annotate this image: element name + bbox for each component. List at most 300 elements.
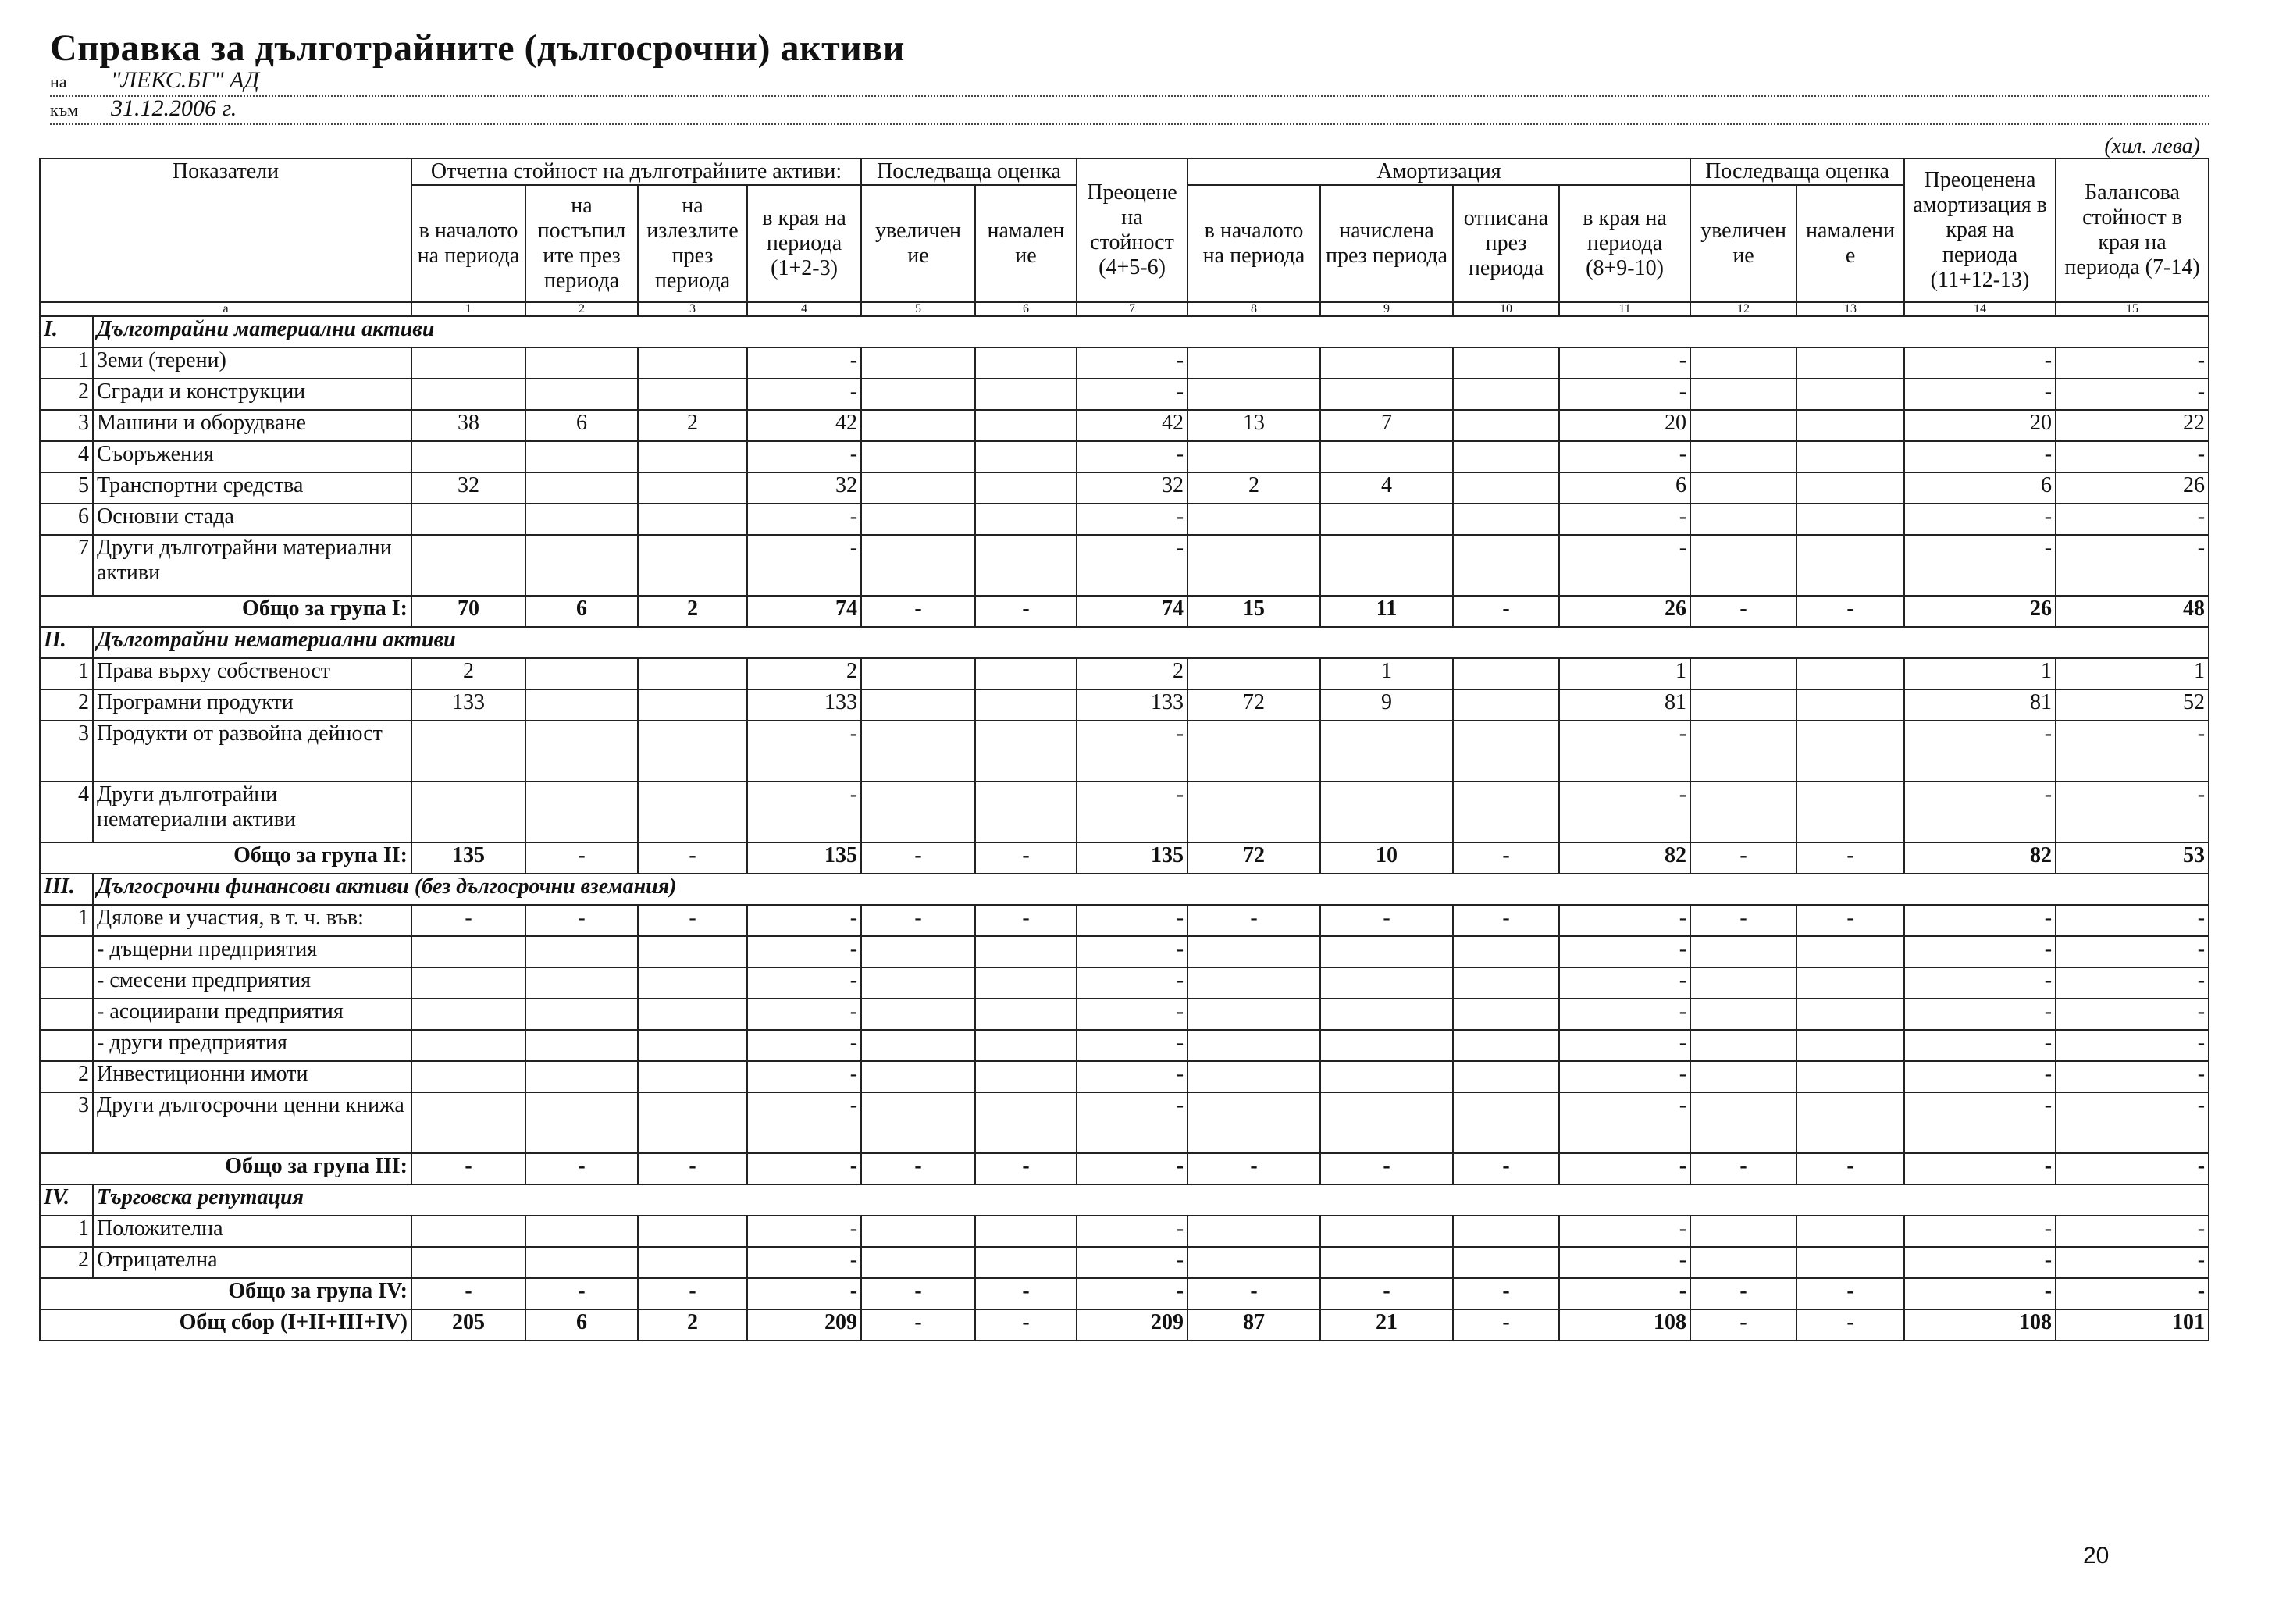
row-col-13 — [1796, 967, 1904, 999]
group-total-col-8: 15 — [1188, 596, 1320, 627]
row-col-4: - — [747, 1216, 861, 1247]
row-col-11: - — [1559, 441, 1690, 472]
table-row — [40, 410, 2209, 441]
row-col-6 — [975, 782, 1077, 842]
grand-total-col-14: 108 — [1904, 1309, 2056, 1341]
row-col-8: 13 — [1188, 410, 1320, 441]
section-number: II. — [40, 627, 93, 658]
row-label: - други предприятия — [93, 1030, 411, 1061]
row-label: Машини и оборудване — [93, 410, 411, 441]
group-total-col-7: - — [1077, 1278, 1188, 1309]
date-label: към — [50, 100, 78, 119]
header-amortization: Амортизация — [1188, 158, 1690, 185]
row-col-11: - — [1559, 504, 1690, 535]
group-total-col-10: - — [1453, 1278, 1559, 1309]
table-row — [40, 1030, 2209, 1061]
row-col-1: 38 — [411, 410, 525, 441]
row-col-7: 2 — [1077, 658, 1188, 689]
grand-total-col-5: - — [861, 1309, 975, 1341]
row-col-5 — [861, 1216, 975, 1247]
group-total-col-4: 74 — [747, 596, 861, 627]
row-col-2 — [525, 689, 638, 721]
row-col-3 — [638, 441, 747, 472]
row-col-13 — [1796, 1030, 1904, 1061]
row-col-10 — [1453, 504, 1559, 535]
column-number: 4 — [747, 302, 861, 316]
row-col-15: - — [2056, 999, 2209, 1030]
row-col-1: 32 — [411, 472, 525, 504]
row-col-1 — [411, 721, 525, 782]
row-label: Други дълготрайни нематериални активи — [93, 782, 411, 842]
row-col-6 — [975, 504, 1077, 535]
row-col-12 — [1690, 1092, 1796, 1153]
row-col-1 — [411, 936, 525, 967]
group-total-col-12: - — [1690, 842, 1796, 874]
row-col-12 — [1690, 967, 1796, 999]
row-col-12 — [1690, 1061, 1796, 1092]
column-number: 12 — [1690, 302, 1796, 316]
grand-total-col-6: - — [975, 1309, 1077, 1341]
row-col-11: - — [1559, 1216, 1690, 1247]
row-col-15: - — [2056, 1030, 2209, 1061]
row-col-12 — [1690, 999, 1796, 1030]
company-name: "ЛЕКС.БГ" АД — [111, 67, 259, 93]
row-col-10 — [1453, 1092, 1559, 1153]
row-col-6 — [975, 1247, 1077, 1278]
row-index — [40, 999, 93, 1030]
table-row — [40, 721, 2209, 782]
page-number: 20 — [2083, 1543, 2110, 1569]
grand-total-col-11: 108 — [1559, 1309, 1690, 1341]
group-total-col-1: - — [411, 1153, 525, 1184]
row-col-6 — [975, 721, 1077, 782]
column-number: 9 — [1320, 302, 1453, 316]
row-col-11: - — [1559, 1247, 1690, 1278]
grand-total-col-7: 209 — [1077, 1309, 1188, 1341]
table-row — [40, 999, 2209, 1030]
row-col-3 — [638, 379, 747, 410]
row-col-13 — [1796, 721, 1904, 782]
group-total-col-11: 26 — [1559, 596, 1690, 627]
row-col-14: 6 — [1904, 472, 2056, 504]
table-row — [40, 782, 2209, 842]
row-col-14: 81 — [1904, 689, 2056, 721]
column-number: 15 — [2056, 302, 2209, 316]
row-col-4: - — [747, 441, 861, 472]
row-col-4: - — [747, 967, 861, 999]
grand-total-col-9: 21 — [1320, 1309, 1453, 1341]
row-col-4: - — [747, 1247, 861, 1278]
row-col-5 — [861, 504, 975, 535]
row-col-1 — [411, 999, 525, 1030]
group-total-col-5: - — [861, 1153, 975, 1184]
row-col-5 — [861, 1247, 975, 1278]
row-col-2 — [525, 999, 638, 1030]
row-col-10 — [1453, 1030, 1559, 1061]
row-col-1 — [411, 347, 525, 379]
group-total-col-13: - — [1796, 1153, 1904, 1184]
row-col-9 — [1320, 1061, 1453, 1092]
grand-total-col-13: - — [1796, 1309, 1904, 1341]
row-col-1 — [411, 535, 525, 596]
row-col-13 — [1796, 379, 1904, 410]
group-total-col-6: - — [975, 842, 1077, 874]
row-col-7: - — [1077, 441, 1188, 472]
row-col-14: - — [1904, 1216, 2056, 1247]
row-col-12 — [1690, 347, 1796, 379]
row-col-8 — [1188, 504, 1320, 535]
row-col-12 — [1690, 535, 1796, 596]
group-total-col-12: - — [1690, 1153, 1796, 1184]
row-col-4: - — [747, 1092, 861, 1153]
row-col-9: 1 — [1320, 658, 1453, 689]
column-number: 13 — [1796, 302, 1904, 316]
row-col-13 — [1796, 535, 1904, 596]
column-number: 11 — [1559, 302, 1690, 316]
row-col-3 — [638, 1092, 747, 1153]
row-col-5 — [861, 936, 975, 967]
row-col-1 — [411, 1247, 525, 1278]
row-col-3: 2 — [638, 410, 747, 441]
table-body — [40, 302, 2209, 1341]
date-line — [50, 97, 2209, 125]
row-label: - асоциирани предприятия — [93, 999, 411, 1030]
column-number: 1 — [411, 302, 525, 316]
row-col-5 — [861, 658, 975, 689]
row-col-13 — [1796, 504, 1904, 535]
row-col-11: - — [1559, 347, 1690, 379]
row-col-7: - — [1077, 1216, 1188, 1247]
row-col-13 — [1796, 1216, 1904, 1247]
row-col-5 — [861, 782, 975, 842]
row-col-7: - — [1077, 999, 1188, 1030]
group-total-col-14: 82 — [1904, 842, 2056, 874]
row-col-3 — [638, 347, 747, 379]
section-number: IV. — [40, 1184, 93, 1216]
row-col-8: 2 — [1188, 472, 1320, 504]
row-col-9: 4 — [1320, 472, 1453, 504]
row-col-12 — [1690, 782, 1796, 842]
group-total-col-1: - — [411, 1278, 525, 1309]
row-col-6 — [975, 999, 1077, 1030]
group-total-row — [40, 842, 2209, 874]
row-col-3 — [638, 689, 747, 721]
row-col-6 — [975, 535, 1077, 596]
group-total-col-5: - — [861, 842, 975, 874]
header-decrease2: намалени е — [1796, 185, 1904, 302]
header-subsequent2: Последваща оценка — [1690, 158, 1904, 185]
assets-table — [39, 158, 2209, 1341]
row-col-5 — [861, 999, 975, 1030]
group-total-col-10: - — [1453, 842, 1559, 874]
header-bv-received: на постъпил ите през периода — [525, 185, 638, 302]
row-col-8 — [1188, 1092, 1320, 1153]
document-title: Справка за дълготрайните (дългосрочни) активи — [50, 27, 905, 69]
row-col-4: 133 — [747, 689, 861, 721]
column-number: 8 — [1188, 302, 1320, 316]
row-col-13 — [1796, 410, 1904, 441]
row-col-12 — [1690, 1247, 1796, 1278]
row-col-4: - — [747, 936, 861, 967]
row-col-2 — [525, 472, 638, 504]
row-col-3 — [638, 721, 747, 782]
company-line — [50, 69, 2209, 97]
row-col-15: - — [2056, 1216, 2209, 1247]
row-col-6 — [975, 379, 1077, 410]
row-col-9 — [1320, 721, 1453, 782]
table-row — [40, 967, 2209, 999]
header-am-end: в края на периода (8+9-10) — [1559, 185, 1690, 302]
group-total-col-8: 72 — [1188, 842, 1320, 874]
row-col-1 — [411, 1092, 525, 1153]
row-index: 1 — [40, 1216, 93, 1247]
row-col-2 — [525, 782, 638, 842]
table-row — [40, 1247, 2209, 1278]
group-total-label: Общо за група I: — [40, 596, 411, 627]
row-index: 6 — [40, 504, 93, 535]
row-col-8 — [1188, 967, 1320, 999]
section-row — [40, 874, 2209, 905]
row-col-12 — [1690, 504, 1796, 535]
row-col-9 — [1320, 1216, 1453, 1247]
group-total-col-10: - — [1453, 596, 1559, 627]
group-total-col-7: 135 — [1077, 842, 1188, 874]
row-col-12 — [1690, 936, 1796, 967]
row-col-2 — [525, 1030, 638, 1061]
row-col-10 — [1453, 1061, 1559, 1092]
row-col-11: - — [1559, 1030, 1690, 1061]
row-col-4: - — [747, 504, 861, 535]
row-col-11: - — [1559, 535, 1690, 596]
row-col-7: - — [1077, 504, 1188, 535]
row-index: 3 — [40, 721, 93, 782]
column-number-row — [40, 302, 2209, 316]
group-total-col-10: - — [1453, 1153, 1559, 1184]
row-col-10 — [1453, 689, 1559, 721]
row-col-10 — [1453, 1216, 1559, 1247]
row-col-3 — [638, 936, 747, 967]
row-col-14: - — [1904, 535, 2056, 596]
row-col-6: - — [975, 905, 1077, 936]
row-index: 2 — [40, 1061, 93, 1092]
row-col-15: - — [2056, 535, 2209, 596]
row-col-8 — [1188, 658, 1320, 689]
row-col-15: - — [2056, 905, 2209, 936]
row-col-7: - — [1077, 379, 1188, 410]
row-col-14: - — [1904, 504, 2056, 535]
row-col-8: - — [1188, 905, 1320, 936]
row-col-14: - — [1904, 1247, 2056, 1278]
header-revalued: Преоцене на стойност (4+5-6) — [1077, 158, 1188, 302]
row-col-5 — [861, 721, 975, 782]
row-index — [40, 936, 93, 967]
row-label: Положителна — [93, 1216, 411, 1247]
header-subsequent: Последваща оценка — [861, 158, 1077, 185]
section-row — [40, 1184, 2209, 1216]
row-col-15: - — [2056, 347, 2209, 379]
row-col-5 — [861, 689, 975, 721]
row-col-4: - — [747, 347, 861, 379]
row-col-1 — [411, 967, 525, 999]
row-col-15: 22 — [2056, 410, 2209, 441]
header-book-value: Отчетна стойност на дълготрайните активи: — [411, 158, 861, 185]
row-col-6 — [975, 967, 1077, 999]
row-index: 1 — [40, 905, 93, 936]
row-col-2: 6 — [525, 410, 638, 441]
row-col-11: - — [1559, 1092, 1690, 1153]
row-col-12 — [1690, 441, 1796, 472]
row-label: Отрицателна — [93, 1247, 411, 1278]
report-date: 31.12.2006 г. — [111, 95, 237, 121]
row-col-14: - — [1904, 721, 2056, 782]
row-label: Основни стада — [93, 504, 411, 535]
row-index: 1 — [40, 347, 93, 379]
row-col-14: - — [1904, 379, 2056, 410]
row-col-6 — [975, 410, 1077, 441]
group-total-col-15: 53 — [2056, 842, 2209, 874]
row-col-5 — [861, 1030, 975, 1061]
row-col-14: - — [1904, 936, 2056, 967]
row-col-15: - — [2056, 1061, 2209, 1092]
group-total-col-13: - — [1796, 596, 1904, 627]
table-row — [40, 472, 2209, 504]
column-number: 14 — [1904, 302, 2056, 316]
table-row — [40, 441, 2209, 472]
column-number: 10 — [1453, 302, 1559, 316]
table-row — [40, 1216, 2209, 1247]
row-col-1 — [411, 1061, 525, 1092]
row-col-2 — [525, 1216, 638, 1247]
row-col-3 — [638, 1030, 747, 1061]
row-col-15: - — [2056, 721, 2209, 782]
group-total-col-11: - — [1559, 1278, 1690, 1309]
row-col-15: - — [2056, 504, 2209, 535]
row-index: 2 — [40, 379, 93, 410]
row-col-8 — [1188, 347, 1320, 379]
row-col-3: - — [638, 905, 747, 936]
row-col-13 — [1796, 689, 1904, 721]
row-col-13 — [1796, 1092, 1904, 1153]
header-revalued-amortization: Преоценена амортизация в края на периода (11+12-13) — [1904, 158, 2056, 302]
row-col-9: 9 — [1320, 689, 1453, 721]
row-label: Други дълготрайни материални активи — [93, 535, 411, 596]
row-col-10 — [1453, 721, 1559, 782]
row-col-9 — [1320, 999, 1453, 1030]
row-col-2 — [525, 658, 638, 689]
row-col-2 — [525, 535, 638, 596]
row-index — [40, 967, 93, 999]
row-col-11: 20 — [1559, 410, 1690, 441]
row-col-6 — [975, 936, 1077, 967]
row-col-13 — [1796, 936, 1904, 967]
group-total-col-9: - — [1320, 1153, 1453, 1184]
table-row — [40, 905, 2209, 936]
row-col-10 — [1453, 1247, 1559, 1278]
grand-total-col-2: 6 — [525, 1309, 638, 1341]
group-total-col-4: - — [747, 1278, 861, 1309]
group-total-col-15: - — [2056, 1278, 2209, 1309]
row-col-6 — [975, 347, 1077, 379]
row-label: - смесени предприятия — [93, 967, 411, 999]
row-col-2 — [525, 1247, 638, 1278]
row-col-8: 72 — [1188, 689, 1320, 721]
row-col-11: - — [1559, 936, 1690, 967]
row-col-5 — [861, 347, 975, 379]
group-total-col-4: - — [747, 1153, 861, 1184]
row-col-9 — [1320, 441, 1453, 472]
row-col-9 — [1320, 782, 1453, 842]
row-col-12 — [1690, 658, 1796, 689]
section-title: Търговска репутация — [93, 1184, 2209, 1216]
row-col-13 — [1796, 999, 1904, 1030]
row-col-14: - — [1904, 967, 2056, 999]
row-col-1: 2 — [411, 658, 525, 689]
row-col-13 — [1796, 347, 1904, 379]
column-number: 5 — [861, 302, 975, 316]
row-col-4: - — [747, 721, 861, 782]
row-label: Земи (терени) — [93, 347, 411, 379]
column-number: 7 — [1077, 302, 1188, 316]
row-col-5 — [861, 472, 975, 504]
row-col-7: - — [1077, 1092, 1188, 1153]
group-total-col-2: - — [525, 842, 638, 874]
group-total-col-9: 10 — [1320, 842, 1453, 874]
row-index: 3 — [40, 1092, 93, 1153]
row-col-4: - — [747, 379, 861, 410]
row-col-3 — [638, 782, 747, 842]
row-col-14: - — [1904, 1092, 2056, 1153]
row-col-10 — [1453, 967, 1559, 999]
row-col-6 — [975, 1030, 1077, 1061]
table-row — [40, 504, 2209, 535]
row-col-6 — [975, 1216, 1077, 1247]
row-col-15: - — [2056, 441, 2209, 472]
table-row — [40, 658, 2209, 689]
header-increase2: увеличен ие — [1690, 185, 1796, 302]
row-col-10 — [1453, 379, 1559, 410]
row-index: 5 — [40, 472, 93, 504]
grand-total-col-1: 205 — [411, 1309, 525, 1341]
row-col-9 — [1320, 379, 1453, 410]
row-col-4: 32 — [747, 472, 861, 504]
row-col-10 — [1453, 782, 1559, 842]
row-col-8 — [1188, 721, 1320, 782]
row-label: - дъщерни предприятия — [93, 936, 411, 967]
grand-total-col-4: 209 — [747, 1309, 861, 1341]
row-col-6 — [975, 1061, 1077, 1092]
group-total-label: Общо за група III: — [40, 1153, 411, 1184]
row-col-3 — [638, 967, 747, 999]
group-total-col-6: - — [975, 1278, 1077, 1309]
row-col-3 — [638, 999, 747, 1030]
row-col-14: 1 — [1904, 658, 2056, 689]
header-am-charged: начислена през периода — [1320, 185, 1453, 302]
row-index: 7 — [40, 535, 93, 596]
row-col-15: - — [2056, 1092, 2209, 1153]
grand-total-col-15: 101 — [2056, 1309, 2209, 1341]
group-total-col-2: 6 — [525, 596, 638, 627]
row-col-8 — [1188, 1030, 1320, 1061]
row-col-2 — [525, 721, 638, 782]
row-label: Инвестиционни имоти — [93, 1061, 411, 1092]
row-col-13 — [1796, 782, 1904, 842]
grand-total-label: Общ сбор (I+II+III+IV) — [40, 1309, 411, 1341]
table-row — [40, 347, 2209, 379]
section-number: III. — [40, 874, 93, 905]
group-total-col-13: - — [1796, 842, 1904, 874]
row-col-9 — [1320, 1247, 1453, 1278]
group-total-col-8: - — [1188, 1153, 1320, 1184]
